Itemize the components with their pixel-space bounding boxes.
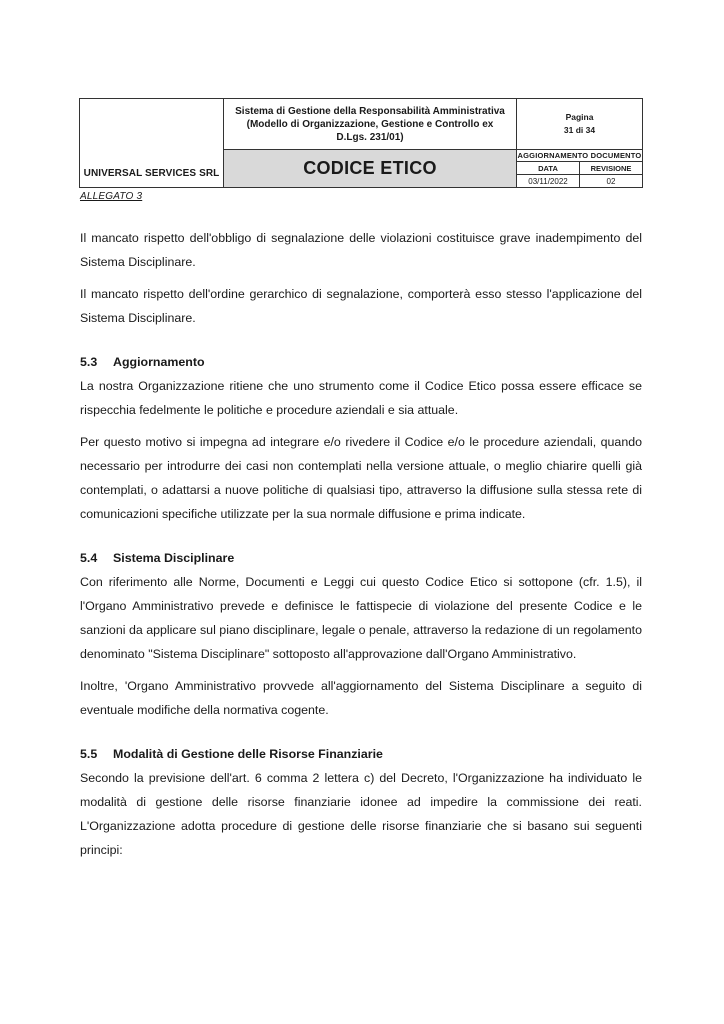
section-paragraph: Per questo motivo si impegna ad integrare e/o rivedere il Codice e/o le procedure aziendali, quando necessario per introdurre dei casi non contemplati nella versione attuale, o meglio chiarire quelli già contemplati, o adattarsi a nuove politiche di qualsiasi tipo, attraverso la diffusione sulla stessa rete di comunicazioni specifiche utilizzate per la sua normale diffusione e prima indicate. (80, 435, 642, 521)
revision-label: REVISIONE (580, 162, 643, 175)
section-5-5 (80, 742, 642, 862)
section-number: 5.3 (80, 355, 98, 369)
intro-paragraph: Il mancato rispetto dell'obbligo di segnalazione delle violazioni costituisce grave inadempimento del Sistema Disciplinare. (80, 231, 642, 269)
section-5-4 (80, 546, 642, 722)
update-label: AGGIORNAMENTO DOCUMENTO (517, 151, 642, 160)
page-number-box (517, 99, 643, 150)
allegato-label: ALLEGATO 3 (80, 191, 143, 202)
section-paragraph: Inoltre, 'Organo Amministrativo provvede all'aggiornamento del Sistema Disciplinare a seguito di eventuale modifiche della normativa cogente. (80, 679, 642, 717)
section-heading (80, 350, 642, 374)
section-number: 5.5 (80, 747, 98, 761)
date-label: DATA (517, 162, 580, 175)
section-number: 5.4 (80, 551, 98, 565)
system-title: Sistema di Gestione della Responsabilità Amministrativa (Modello di Organizzazione, Gestione e Controllo ex D.Lgs. 231/01) (224, 99, 517, 150)
page-value: 31 di 34 (563, 125, 596, 135)
document-header (79, 98, 643, 188)
document-body (80, 226, 642, 870)
page-label: Pagina (565, 112, 594, 122)
section-paragraph: La nostra Organizzazione ritiene che uno strumento come il Codice Etico possa essere efficace se rispecchia fedelmente le politiche e procedure aziendali e sia attuale. (80, 379, 642, 417)
date-value: 03/11/2022 (517, 175, 580, 188)
section-heading (80, 546, 642, 570)
section-5-3 (80, 350, 642, 526)
company-name: UNIVERSAL SERVICES SRL (80, 99, 224, 188)
section-title: Sistema Disciplinare (113, 551, 235, 565)
section-paragraph: Secondo la previsione dell'art. 6 comma 2 lettera c) del Decreto, l'Organizzazione ha individuato le modalità di gestione delle risorse finanziarie idonee ad impedire la commissione dei reati. L'Organizzazione adotta procedure di gestione delle risorse finanziarie che si basano sui seguenti principi: (80, 771, 642, 857)
document-title: CODICE ETICO (224, 150, 517, 188)
section-paragraph: Con riferimento alle Norme, Documenti e Leggi cui questo Codice Etico si sottopone (cfr. 1.5), il l'Organo Amministrativo prevede e definisce le fattispecie di violazione del presente Codice e le sanzioni da applicare sul piano disciplinare, legale o penale, attraverso la redazione di un regolamento denominato "Sistema Disciplinare" sottoposto all'approvazione dall'Organo Amministrativo. (80, 575, 642, 661)
section-title: Aggiornamento (113, 355, 205, 369)
section-heading (80, 742, 642, 766)
section-title: Modalità di Gestione delle Risorse Finanziarie (113, 747, 383, 761)
revision-value: 02 (580, 175, 643, 188)
intro-paragraph: Il mancato rispetto dell'ordine gerarchico di segnalazione, comporterà esso stesso l'applicazione del Sistema Disciplinare. (80, 287, 642, 325)
